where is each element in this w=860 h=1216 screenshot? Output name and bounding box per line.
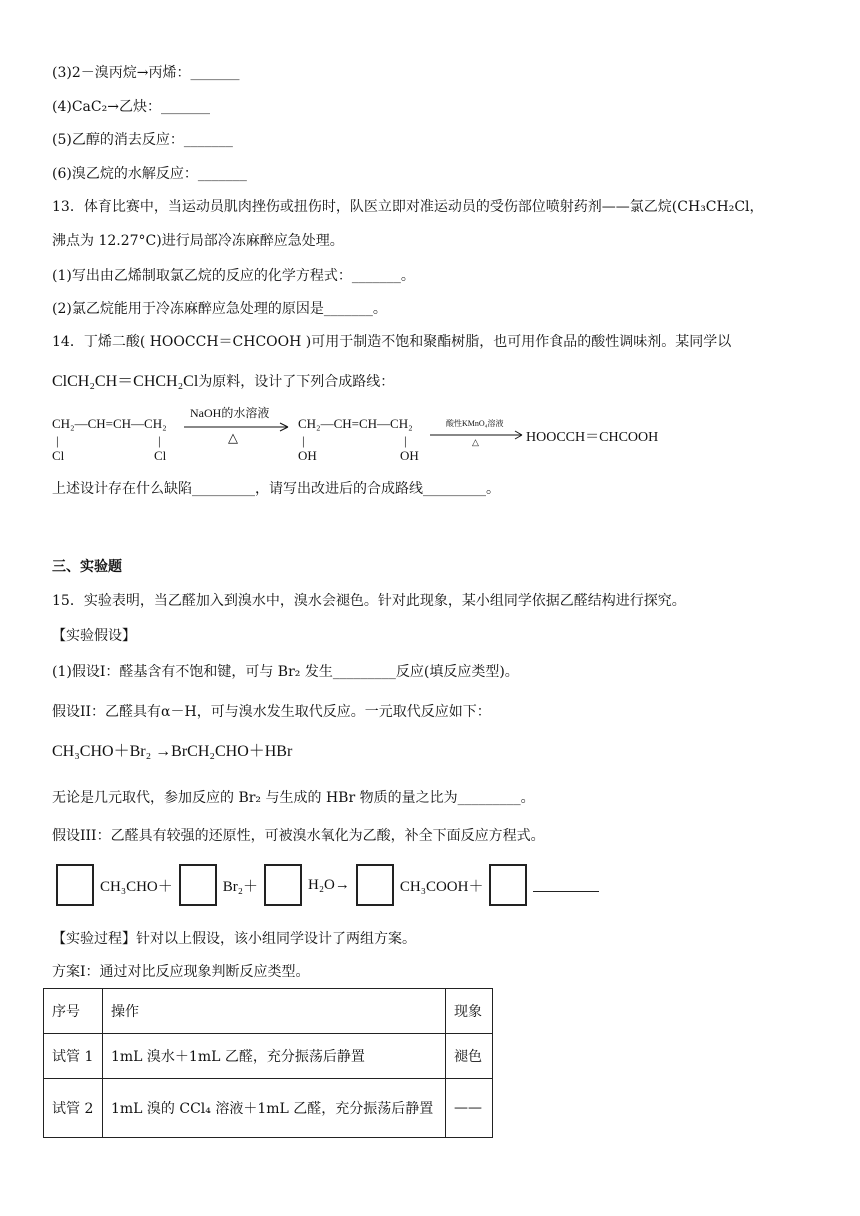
scheme-1-description: 方案I：通过对比反应现象判断反应类型。: [52, 964, 310, 980]
q13-stem-line1: 13．体育比赛中，当运动员肌肉挫伤或扭伤时，队医立即对准运动员的受伤部位喷射药剂——氯乙烷(CH₃CH₂Cl，: [52, 199, 764, 215]
scheme-reactant-sub-right: Cl: [154, 448, 167, 463]
q14-raw-material-formula: ClCH₂CH＝CHCH₂Cl: [52, 373, 199, 390]
q12-item-5: (5)乙醇的消去反应：_______: [52, 132, 233, 148]
scheme-reactant-sub-left: Cl: [52, 448, 65, 463]
header-phenomenon: 现象: [446, 989, 493, 1034]
hypothesis-2: 假设II：乙醛具有α－H，可与溴水发生取代反应。一元取代反应如下：: [52, 704, 491, 720]
coefficient-box-5[interactable]: [489, 864, 527, 906]
q13-part-2: (2)氯乙烷能用于冷冻麻醉应急处理的原因是_______。: [52, 301, 387, 317]
experiment-table: [43, 988, 493, 1138]
q14-stem-text: 为原料，设计了下列合成路线：: [198, 374, 395, 390]
hypothesis-2-question: 无论是几元取代，参加反应的 Br₂ 与生成的 HBr 物质的量之比为_________。: [52, 790, 535, 806]
row1-phenomenon: 褪色: [446, 1034, 493, 1079]
table-row: [44, 1079, 493, 1138]
redox-equation: [56, 864, 599, 906]
header-index: 序号: [44, 989, 103, 1034]
q14-stem-line2: [52, 368, 394, 391]
scheme-reactant: CH₂—CH=CH—CH₂: [52, 416, 167, 431]
row2-phenomenon: ——: [446, 1079, 493, 1138]
q12-item-3: (3)2－溴丙烷→丙烯：_______: [52, 65, 240, 81]
coefficient-box-4[interactable]: [356, 864, 394, 906]
arrow1-condition: NaOH的水溶液: [190, 406, 270, 420]
experiment-process: 【实验过程】针对以上假设，该小组同学设计了两组方案。: [52, 931, 416, 947]
scheme-intermediate: CH₂—CH=CH—CH₂: [298, 416, 413, 431]
scheme-intermediate-sub-right: OH: [400, 448, 419, 463]
table-row: [44, 1034, 493, 1079]
q14-stem-line1: 14．丁烯二酸( HOOCCH＝CHCOOH )可用于制造不饱和聚酯树脂，也可用作食品的酸性调味剂。某同学以: [52, 334, 732, 350]
scheme-product: HOOCCH＝CHCOOH: [526, 430, 659, 445]
arrow1-heat: △: [228, 430, 238, 445]
hypothesis-3: 假设III：乙醛具有较强的还原性，可被溴水氧化为乙酸，补全下面反应方程式。: [52, 828, 545, 844]
eq-term-4: CH₃COOH＋: [399, 878, 484, 895]
hypothesis-1: (1)假设I：醛基含有不饱和键，可与 Br₂ 发生_________反应(填反应类型)。: [52, 664, 519, 680]
row2-index: 试管 2: [44, 1079, 103, 1138]
row2-operation: 1mL 溴的 CCl₄ 溶液＋1mL 乙醛，充分振荡后静置: [103, 1079, 446, 1138]
row1-operation: 1mL 溴水＋1mL 乙醛，充分振荡后静置: [103, 1034, 446, 1079]
arrow1-icon: [184, 422, 294, 432]
substitution-equation: CH₃CHO＋Br₂ →BrCH₂CHO＋HBr: [52, 743, 293, 760]
hypothesis-title: 【实验假设】: [52, 628, 136, 644]
q15-stem: 15．实验表明，当乙醛加入到溴水中，溴水会褪色。针对此现象，某小组同学依据乙醛结构进行探究。: [52, 593, 686, 609]
eq-term-3: H₂O→: [307, 876, 350, 893]
eq-term-2: Br₂＋: [222, 878, 258, 895]
q13-stem-line2: 沸点为 12.27°C)进行局部冷冻麻醉应急处理。: [52, 233, 344, 249]
synthesis-scheme: CH₂—CH=CH—CH₂ | | Cl Cl NaOH的水溶液 △ CH₂—CH=CH—CH₂ | | OH OH 酸性KMnO₄溶液 △ HOOCCH＝CHCOOH: [52, 406, 659, 463]
q14-question: 上述设计存在什么缺陷_________，请写出改进后的合成路线_________。: [52, 481, 500, 497]
scheme-intermediate-sub-left: OH: [298, 448, 317, 463]
q13-part-1: (1)写出由乙烯制取氯乙烷的反应的化学方程式：_______。: [52, 268, 415, 284]
product-blank[interactable]: [533, 879, 599, 892]
table-header-row: [44, 989, 493, 1034]
header-operation: 操作: [103, 989, 446, 1034]
arrow2-heat: △: [472, 437, 479, 447]
coefficient-box-1[interactable]: [56, 864, 94, 906]
eq-term-1: CH₃CHO＋: [100, 878, 173, 895]
coefficient-box-3[interactable]: [264, 864, 302, 906]
q12-item-6: (6)溴乙烷的水解反应：_______: [52, 166, 247, 182]
section-heading: 三、实验题: [52, 559, 122, 575]
arrow2-condition: 酸性KMnO₄溶液: [446, 419, 504, 428]
q12-item-4: (4)CaC₂→乙炔：_______: [52, 99, 210, 115]
coefficient-box-2[interactable]: [179, 864, 217, 906]
row1-index: 试管 1: [44, 1034, 103, 1079]
